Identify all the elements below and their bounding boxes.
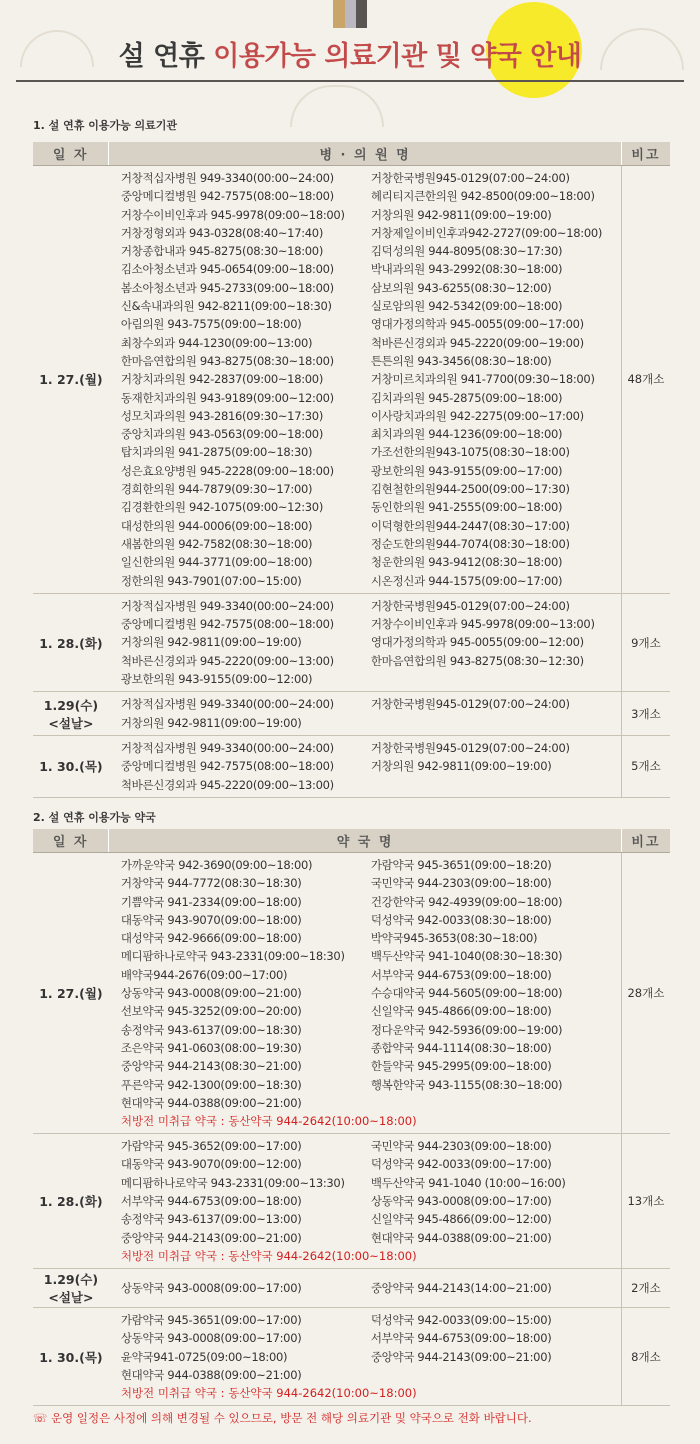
prescription-note: 처방전 미취급 약국 : 동산약국 944-2642(10:00~18:00): [120, 1114, 417, 1129]
section-title-hospital: 1. 설 연휴 이용가능 의료기관: [33, 119, 178, 132]
facility-item: 신일약국 945-4866(09:00~18:00): [370, 1004, 552, 1019]
date-label: 1. 28.(화): [39, 1194, 103, 1210]
facility-item: 덕성약국 942-0033(09:00~17:00): [370, 1157, 552, 1172]
facility-item: 현대약국 944-0388(09:00~21:00): [120, 1095, 302, 1110]
facility-item: 수승대약국 944-5605(09:00~18:00): [370, 986, 563, 1001]
facility-item: 아림의원 943-7575(09:00~18:00): [120, 317, 302, 332]
facility-item: 청운한의원 943-9412(08:30~18:00): [370, 555, 563, 570]
holiday-label: <설날>: [48, 715, 94, 731]
facility-item: 거창한국병원945-0129(07:00~24:00): [370, 740, 570, 755]
facility-grid: [121, 856, 621, 1112]
facility-item: 서부약국 944-6753(09:00~18:00): [370, 1331, 552, 1346]
facility-item: 상동약국 943-0008(09:00~17:00): [120, 1331, 302, 1346]
facility-item: 정한의원 943-7901(07:00~15:00): [120, 573, 302, 588]
facility-item: 삼보의원 943-6255(08:30~12:00): [370, 280, 552, 295]
facility-item: 서부약국 944-6753(09:00~18:00): [370, 967, 552, 982]
facility-item: 중앙약국 944-2143(14:00~21:00): [370, 1280, 552, 1295]
facility-item: 상동약국 943-0008(09:00~21:00): [120, 986, 302, 1001]
facility-item: 가람약국 945-3652(09:00~17:00): [120, 1139, 302, 1154]
section-title-pharmacy: 2. 설 연휴 이용가능 약국: [33, 811, 156, 824]
table-row: [33, 853, 670, 1134]
facility-item: 한마음연합의원 943-8275(08:30~12:30): [370, 653, 584, 668]
col-header-note: 비고: [621, 142, 670, 166]
title-divider: [16, 80, 684, 82]
facility-item: 백두산약국 941-1040 (10:00~16:00): [370, 1175, 566, 1190]
facility-item: 현대약국 944-0388(09:00~21:00): [370, 1230, 552, 1245]
facility-item: 정순도한의원944-7074(08:30~18:00): [370, 536, 570, 551]
hospital-table: [33, 142, 670, 798]
row-list: [109, 1307, 622, 1405]
facility-item: 거창적십자병원 949-3340(00:00~24:00): [120, 171, 334, 185]
facility-grid: [121, 1311, 621, 1384]
facility-item: 서부약국 944-6753(09:00~18:00): [120, 1194, 302, 1209]
row-note: 2개소: [621, 1268, 670, 1307]
col-header-name: 병 · 의 원 명: [109, 142, 622, 166]
row-note: 9개소: [621, 593, 670, 691]
facility-item: 실로암의원 942-5342(09:00~18:00): [370, 299, 563, 314]
facility-item: 가조선한의원943-1075(08:30~18:00): [370, 445, 570, 460]
facility-item: 국민약국 944-2303(09:00~18:00): [370, 1139, 552, 1154]
row-date: [33, 1307, 109, 1405]
facility-item: 덕성약국 942-0033(09:00~15:00): [370, 1312, 552, 1327]
facility-item: 영대가정의학과 945-0055(09:00~12:00): [370, 635, 584, 650]
facility-item: 국민약국 944-2303(09:00~18:00): [370, 876, 552, 891]
facility-item: 중앙약국 944-2143(09:00~21:00): [370, 1349, 552, 1364]
facility-item: 경희한의원 944-7879(09:30~17:00): [120, 482, 313, 497]
facility-item: 배약국944-2676(09:00~17:00): [120, 967, 288, 982]
facility-item: 일신한의원 944-3771(09:00~18:00): [120, 555, 313, 570]
table-row: [33, 692, 670, 736]
prescription-note: 처방전 미취급 약국 : 동산약국 944-2642(10:00~18:00): [120, 1248, 417, 1263]
facility-item: 척바른신경외과 945-2220(09:00~13:00): [120, 777, 334, 792]
facility-item: 현대약국 944-0388(09:00~21:00): [120, 1367, 302, 1382]
facility-grid: [121, 597, 621, 688]
header: [0, 0, 700, 105]
row-list: [109, 166, 622, 594]
facility-item: 광보한의원 943-9155(09:00~17:00): [370, 463, 563, 478]
row-note: 28개소: [621, 853, 670, 1134]
facility-item: 거창수이비인후과 945-9978(09:00~13:00): [370, 617, 595, 632]
facility-item: 광보한의원 943-9155(09:00~12:00): [120, 672, 313, 687]
facility-item: 영대가정의학과 945-0055(09:00~17:00): [370, 317, 584, 332]
row-list: [109, 853, 622, 1134]
facility-item: 윤약국941-0725(09:00~18:00): [120, 1349, 288, 1364]
facility-item: 박내과의원 943-2992(08:30~18:00): [370, 262, 563, 277]
date-label: 1.29(수): [43, 697, 99, 713]
date-label: 1. 27.(월): [39, 986, 103, 1002]
facility-item: 거창한국병원945-0129(07:00~24:00): [370, 697, 570, 712]
date-label: 1. 27.(월): [39, 372, 103, 388]
facility-item: 동인한의원 941-2555(09:00~18:00): [370, 500, 563, 515]
facility-item: 성은효요양병원 945-2228(09:00~18:00): [120, 463, 334, 478]
facility-item: 가람약국 945-3651(09:00~18:20): [370, 858, 552, 872]
facility-item: 행복한약국 943-1155(08:30~18:00): [370, 1077, 563, 1092]
date-label: 1. 28.(화): [39, 635, 103, 651]
facility-grid: [121, 739, 621, 794]
row-list: [109, 1268, 622, 1307]
facility-item: 김경환한의원 942-1075(09:00~12:30): [120, 500, 324, 515]
row-note: 13개소: [621, 1134, 670, 1269]
facility-item: 거창적십자병원 949-3340(00:00~24:00): [120, 697, 334, 712]
holiday-label: <설날>: [48, 1289, 94, 1305]
facility-item: 메디팜하나로약국 943-2331(09:00~18:30): [120, 949, 345, 964]
row-list: [109, 735, 622, 797]
facility-item: 새봄한의원 942-7582(08:30~18:00): [120, 536, 313, 551]
row-note: 48개소: [621, 166, 670, 594]
row-date: [33, 166, 109, 594]
col-header-date: 일 자: [33, 142, 109, 166]
col-header-note: 비고: [621, 829, 670, 853]
facility-item: 헤리티지큰한의원 942-8500(09:00~18:00): [370, 189, 595, 204]
facility-item: 시온정신과 944-1575(09:00~17:00): [370, 573, 563, 588]
pharmacy-table: [33, 829, 670, 1406]
facility-item: 신일약국 945-4866(09:00~12:00): [370, 1212, 552, 1227]
facility-item: 송정약국 943-6137(09:00~13:00): [120, 1212, 302, 1227]
facility-item: 척바른신경외과 945-2220(09:00~19:00): [370, 335, 584, 350]
facility-item: 박약국945-3653(08:30~18:00): [370, 931, 538, 946]
facility-item: 김덕성의원 944-8095(08:30~17:30): [370, 244, 563, 259]
facility-item: 가람약국 945-3651(09:00~17:00): [120, 1312, 302, 1327]
facility-item: 가까운약국 942-3690(09:00~18:00): [120, 858, 313, 872]
facility-item: 정다운약국 942-5936(09:00~19:00): [370, 1022, 563, 1037]
facility-item: 종합약국 944-1114(08:30~18:00): [370, 1040, 552, 1055]
row-date: [33, 1134, 109, 1269]
table-row: [33, 1134, 670, 1269]
facility-grid: [121, 169, 621, 590]
row-note: 5개소: [621, 735, 670, 797]
ribbon-decoration: [333, 0, 367, 28]
facility-grid: [121, 695, 621, 732]
facility-item: 최치과의원 944-1236(09:00~18:00): [370, 427, 563, 442]
facility-item: 거창종합내과 945-8275(08:30~18:00): [120, 244, 324, 259]
date-label: 1.29(수): [43, 1271, 99, 1287]
footer-notice: ☏ 운영 일정은 사정에 의해 변경될 수 있으므로, 방문 전 해당 의료기관 및 약국으로 전화 바랍니다.: [33, 1411, 532, 1425]
facility-item: 거창적십자병원 949-3340(00:00~24:00): [120, 598, 334, 613]
facility-item: 척바른신경외과 945-2220(09:00~13:00): [120, 653, 334, 668]
row-list: [109, 1134, 622, 1269]
facility-item: 한마음연합의원 943-8275(08:30~18:00): [120, 353, 334, 368]
facility-item: 선보약국 945-3252(09:00~20:00): [120, 1004, 302, 1019]
facility-grid: [121, 1279, 621, 1297]
facility-item: 거창의원 942-9811(09:00~19:00): [370, 207, 552, 222]
table-row: [33, 1307, 670, 1405]
facility-item: 거창의원 942-9811(09:00~19:00): [120, 635, 302, 650]
facility-item: 푸른약국 942-1300(09:00~18:30): [120, 1077, 302, 1092]
facility-item: 중앙메디컬병원 942-7575(08:00~18:00): [120, 759, 334, 774]
facility-item: 기쁨약국 941-2334(09:00~18:00): [120, 894, 302, 909]
page-title: 설 연휴 이용가능 의료기관 및 약국 안내: [118, 41, 582, 72]
facility-item: 거창한국병원945-0129(07:00~24:00): [370, 598, 570, 613]
prescription-note: 처방전 미취급 약국 : 동산약국 944-2642(10:00~18:00): [120, 1386, 417, 1401]
row-list: [109, 692, 622, 736]
facility-item: 대동약국 943-9070(09:00~18:00): [120, 912, 302, 927]
facility-item: 거창한국병원945-0129(07:00~24:00): [370, 171, 570, 185]
facility-item: 거창의원 942-9811(09:00~19:00): [120, 715, 302, 730]
facility-item: 김치과의원 945-2875(09:00~18:00): [370, 390, 563, 405]
facility-item: 중앙약국 944-2143(08:30~21:00): [120, 1059, 302, 1074]
facility-item: 중앙약국 944-2143(09:00~21:00): [120, 1230, 302, 1245]
cloud-pattern-decoration: [290, 85, 384, 127]
row-date: [33, 593, 109, 691]
row-list: [109, 593, 622, 691]
facility-item: 메디팜하나로약국 943-2331(09:00~13:30): [120, 1175, 345, 1190]
table-row: [33, 735, 670, 797]
facility-item: 봄소아청소년과 945-2733(09:00~18:00): [120, 280, 334, 295]
col-header-name: 약 국 명: [109, 829, 622, 853]
facility-item: 거창약국 944-7772(08:30~18:30): [120, 876, 302, 891]
facility-item: 덕성약국 942-0033(08:30~18:00): [370, 912, 552, 927]
facility-item: 조은약국 941-0603(08:00~19:30): [120, 1040, 302, 1055]
facility-item: 거창치과의원 942-2837(09:00~18:00): [120, 372, 324, 387]
facility-item: 튼튼의원 943-3456(08:30~18:00): [370, 353, 552, 368]
facility-item: 이사랑치과의원 942-2275(09:00~17:00): [370, 408, 584, 423]
facility-item: 대성한의원 944-0006(09:00~18:00): [120, 518, 313, 533]
table-row: [33, 166, 670, 594]
col-header-date: 일 자: [33, 829, 109, 853]
facility-grid: [121, 1137, 621, 1247]
row-date: [33, 1268, 109, 1307]
date-label: 1. 30.(목): [39, 759, 103, 775]
facility-item: 대성약국 942-9666(09:00~18:00): [120, 931, 302, 946]
facility-item: 거창정형외과 943-0328(08:40~17:40): [120, 225, 324, 240]
facility-item: 거창의원 942-9811(09:00~19:00): [370, 759, 552, 774]
row-date: [33, 735, 109, 797]
facility-item: 최창수외과 944-1230(09:00~13:00): [120, 335, 313, 350]
row-date: [33, 692, 109, 736]
table-row: [33, 1268, 670, 1307]
table-row: [33, 593, 670, 691]
facility-item: 중앙메디컬병원 942-7575(08:00~18:00): [120, 617, 334, 632]
facility-item: 탑치과의원 941-2875(09:00~18:30): [120, 445, 313, 460]
facility-item: 이덕형한의원944-2447(08:30~17:00): [370, 518, 570, 533]
facility-item: 거창적십자병원 949-3340(00:00~24:00): [120, 740, 334, 755]
facility-item: 신&속내과의원 942-8211(09:00~18:30): [120, 299, 332, 314]
facility-item: 김소아청소년과 945-0654(09:00~18:00): [120, 262, 334, 277]
facility-item: 거창수이비인후과 945-9978(09:00~18:00): [120, 207, 345, 222]
facility-item: 대동약국 943-9070(09:00~12:00): [120, 1157, 302, 1172]
date-label: 1. 30.(목): [39, 1349, 103, 1365]
row-date: [33, 853, 109, 1134]
facility-item: 상동약국 943-0008(09:00~17:00): [370, 1194, 552, 1209]
facility-item: 성모치과의원 943-2816(09:30~17:30): [120, 408, 324, 423]
row-note: 3개소: [621, 692, 670, 736]
row-note: 8개소: [621, 1307, 670, 1405]
facility-item: 상동약국 943-0008(09:00~17:00): [120, 1280, 302, 1295]
facility-item: 한들약국 945-2995(09:00~18:00): [370, 1059, 552, 1074]
facility-item: 동재한치과의원 943-9189(09:00~12:00): [120, 390, 334, 405]
facility-item: 거창제일이비인후과942-2727(09:00~18:00): [370, 225, 603, 240]
facility-item: 백두산약국 941-1040(08:30~18:30): [370, 949, 563, 964]
facility-item: 거창미르치과의원 941-7700(09:30~18:00): [370, 372, 595, 387]
facility-item: 건강한약국 942-4939(09:00~18:00): [370, 894, 563, 909]
facility-item: 김현철한의원944-2500(09:00~17:30): [370, 482, 570, 497]
facility-item: 송정약국 943-6137(09:00~18:30): [120, 1022, 302, 1037]
facility-item: 중앙치과의원 943-0563(09:00~18:00): [120, 427, 324, 442]
facility-item: 중앙메디컬병원 942-7575(08:00~18:00): [120, 189, 334, 204]
